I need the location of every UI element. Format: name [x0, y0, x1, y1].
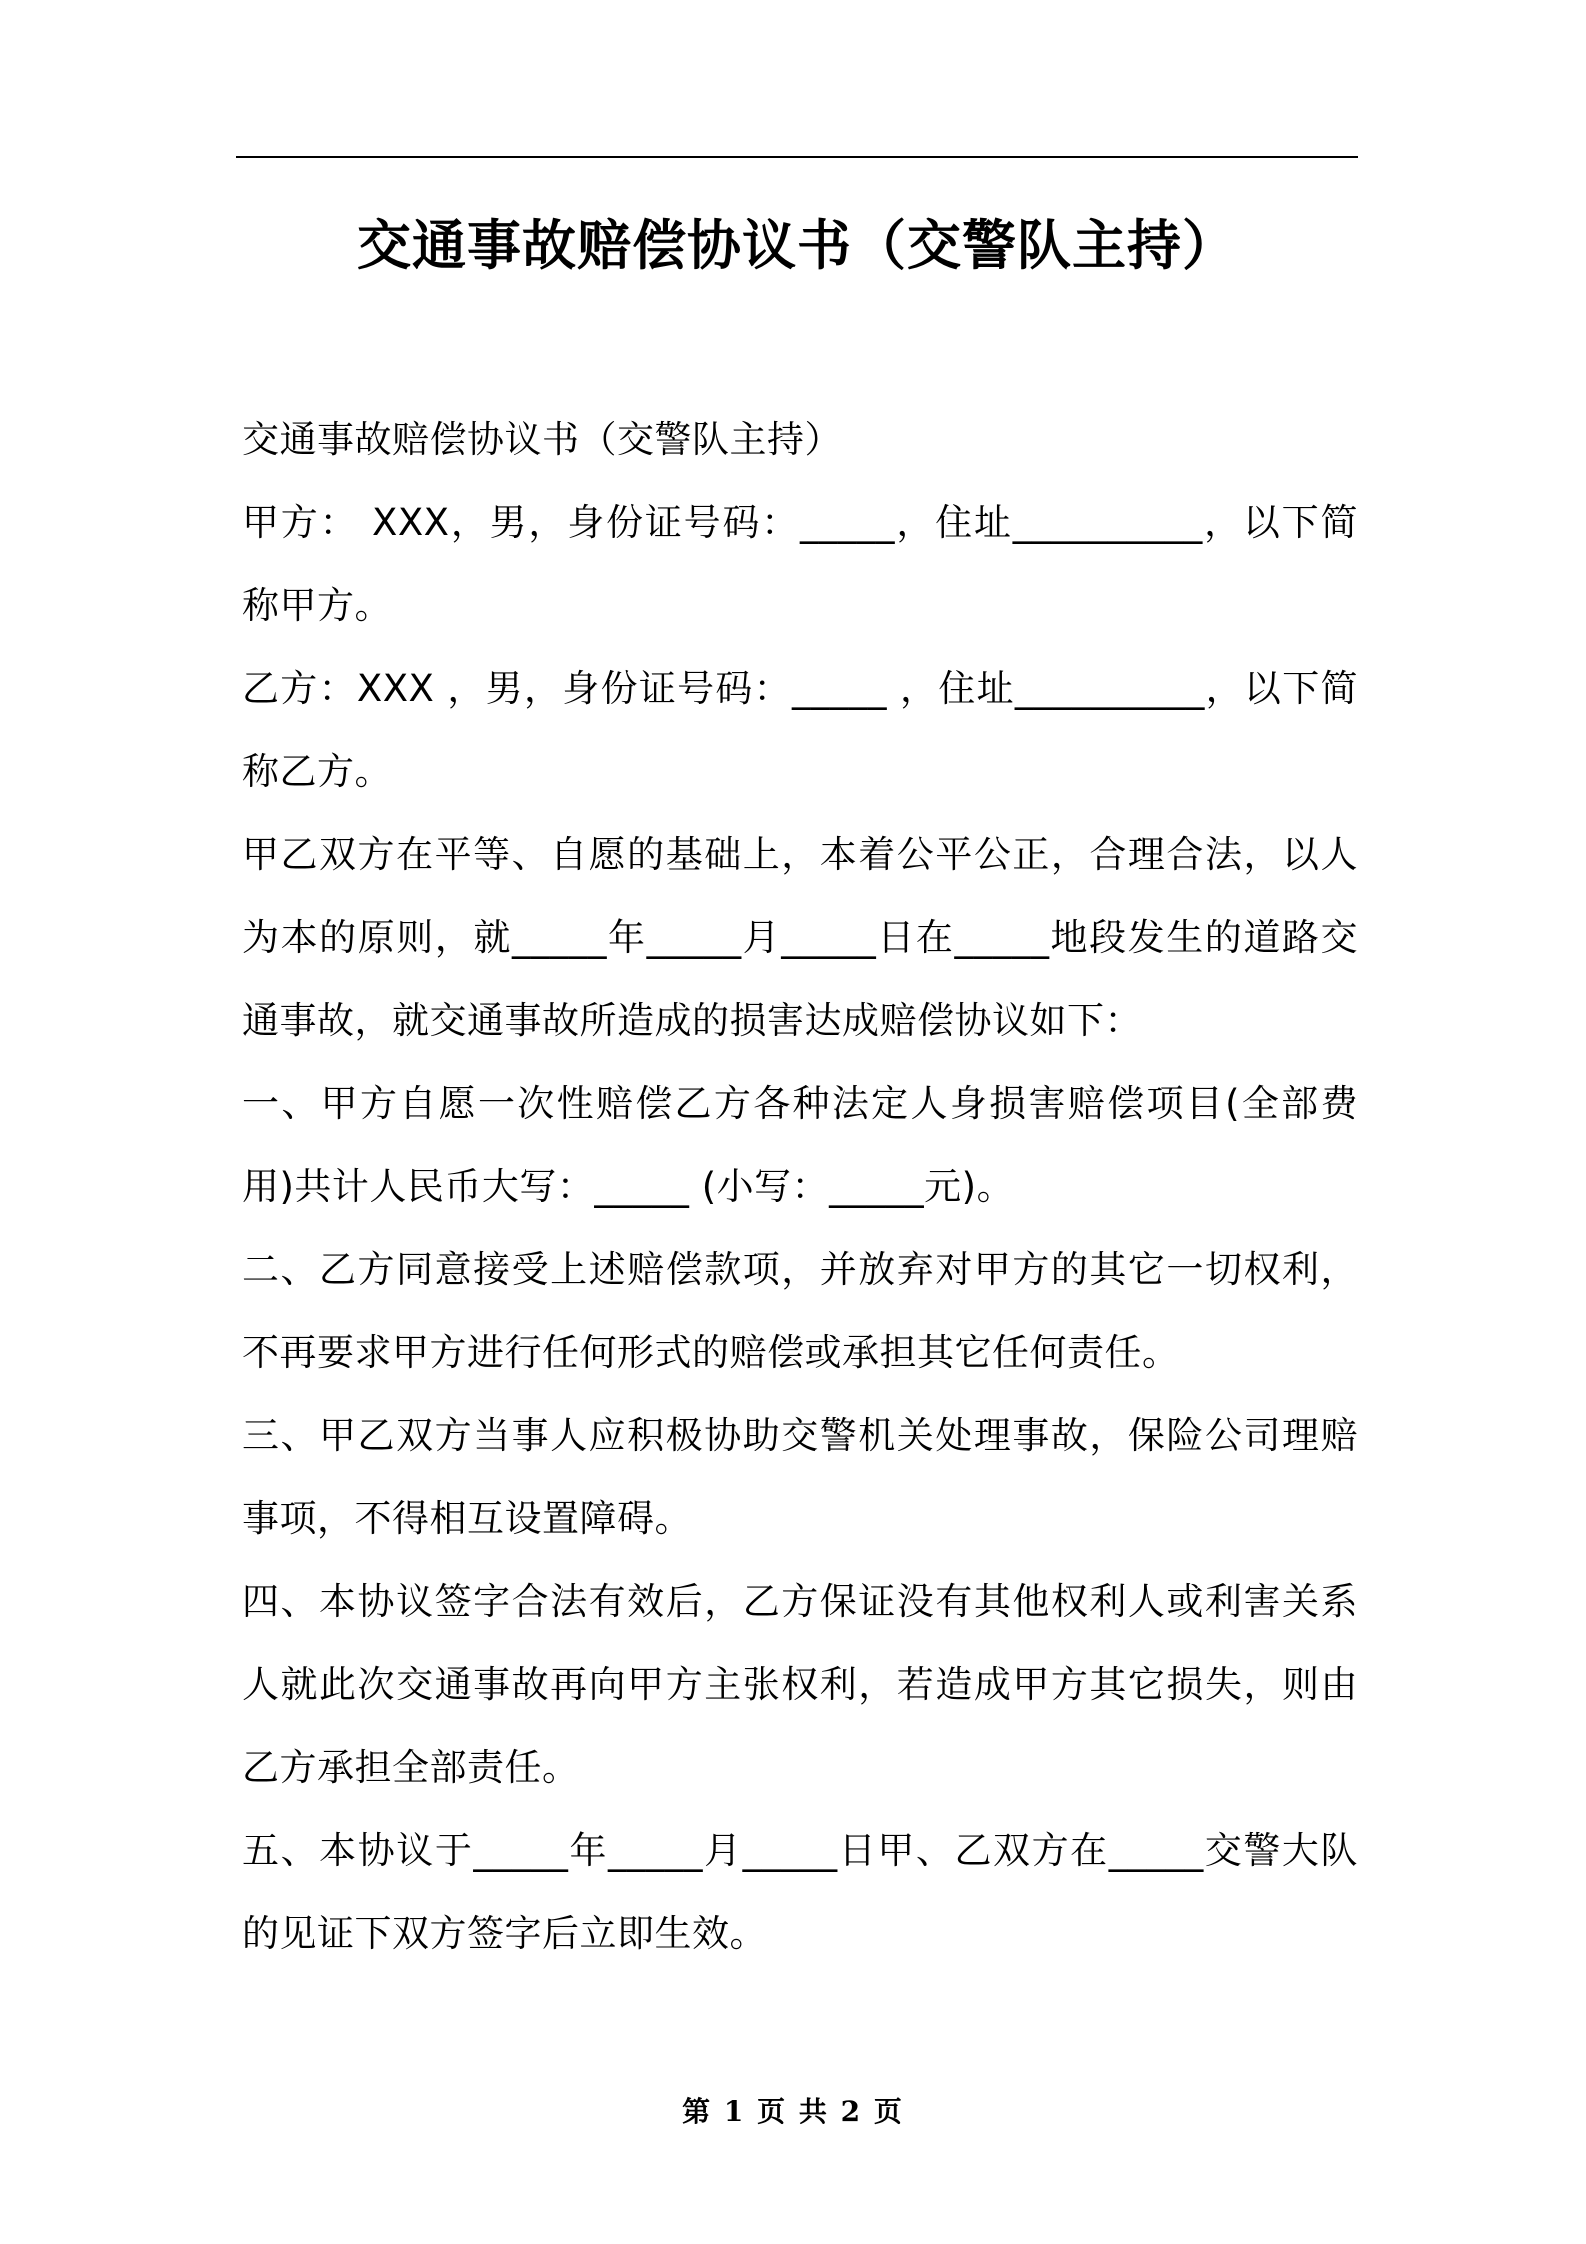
paragraph-preamble: 甲乙双方在平等、自愿的基础上，本着公平公正，合理合法，以人为本的原则，就_____年_____月_____日在_____地段发生的道路交通事故，就交通事故所造成的损害达成赔偿协议如下： — [242, 833, 1358, 1042]
document-body — [242, 398, 1358, 1975]
clause-1: 一、甲方自愿一次性赔偿乙方各种法定人身损害赔偿项目(全部费用)共计人民币大写：_____ (小写：_____元)。 — [242, 1082, 1358, 1208]
clause-5: 五、本协议于_____年_____月_____日甲、乙双方在_____交警大队的见证下双方签字后立即生效。 — [242, 1829, 1358, 1955]
page-number: 第 1 页 共 2 页 — [682, 2095, 904, 2128]
clause-4: 四、本协议签字合法有效后，乙方保证没有其他权利人或利害关系人就此次交通事故再向甲方主张权利，若造成甲方其它损失，则由乙方承担全部责任。 — [242, 1580, 1358, 1789]
paragraph-party-a: 甲方： XXX，男，身份证号码：_____，住址__________，以下简称甲方。 — [242, 501, 1358, 627]
clause-2: 二、乙方同意接受上述赔偿款项，并放弃对甲方的其它一切权利，不再要求甲方进行任何形式的赔偿或承担其它任何责任。 — [242, 1248, 1358, 1374]
paragraph-party-b: 乙方：XXX ，男，身份证号码：_____ ，住址__________，以下简称乙方。 — [242, 667, 1358, 793]
clause-3: 三、甲乙双方当事人应积极协助交警机关处理事故，保险公司理赔事项，不得相互设置障碍。 — [242, 1414, 1358, 1540]
paragraph-heading: 交通事故赔偿协议书（交警队主持） — [242, 418, 842, 461]
header-rule — [236, 156, 1358, 158]
document-title: 交通事故赔偿协议书（交警队主持） — [357, 214, 1237, 277]
